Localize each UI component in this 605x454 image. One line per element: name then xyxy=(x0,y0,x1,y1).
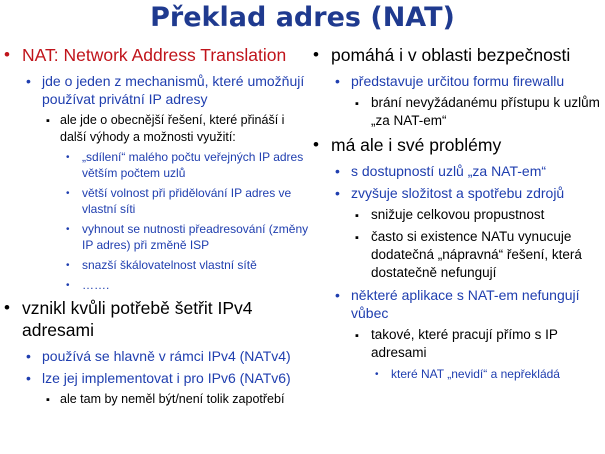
bullet: ▪ xyxy=(46,115,50,127)
slide-title: Překlad adres (NAT) xyxy=(150,2,455,33)
sub-item xyxy=(4,185,309,217)
fixes-item xyxy=(313,228,603,282)
apps-text: některé aplikace s NAT-em nefungují vůbec xyxy=(351,287,580,321)
bullet: • xyxy=(66,224,70,235)
bullet: • xyxy=(313,45,319,64)
apps-note-item xyxy=(313,326,603,362)
bullet: ▪ xyxy=(355,210,359,222)
apps-item xyxy=(313,286,603,322)
bullet: • xyxy=(26,348,31,364)
nat-heading-item xyxy=(4,44,309,66)
ipv6-text: lze jej implementovat i pro IPv6 (NATv6) xyxy=(42,370,291,386)
ipv4-text: používá se hlavně v rámci IPv4 (NATv4) xyxy=(42,348,291,364)
general-text: ale jde o obecnější řešení, které přináší i další výhody a možnosti využití: xyxy=(60,113,285,144)
sub-text: ……. xyxy=(82,278,110,292)
apps-detail-item xyxy=(313,366,603,382)
bullet: • xyxy=(375,369,379,380)
bullet: • xyxy=(26,73,31,89)
throughput-item xyxy=(313,206,603,224)
sub-text: „sdílení“ malého počtu veřejných IP adres větším počtem uzlů xyxy=(82,150,304,180)
sub-text: větší volnost při přidělování IP adres ve vlastní síti xyxy=(82,186,292,216)
bullet: • xyxy=(66,260,70,271)
fixes-text: často si existence NATu vynucuje dodatečná „nápravná“ řešení, která dostatečně nefungují xyxy=(371,229,582,280)
origin-text: vznikl kvůli potřebě šetřit IPv4 adresami xyxy=(22,298,253,340)
firewall-item xyxy=(313,72,603,90)
bullet: • xyxy=(66,188,70,199)
origin-item xyxy=(4,297,309,341)
nat-desc-item xyxy=(4,72,309,108)
bullet: • xyxy=(335,163,340,179)
left-column xyxy=(4,44,309,412)
bullet: ▪ xyxy=(46,394,50,406)
apps-note-text: takové, které pracují přímo s IP adresami xyxy=(371,327,558,360)
sub-item xyxy=(4,149,309,181)
throughput-text: snižuje celkovou propustnost xyxy=(371,207,545,222)
sub-text: snazší škálovatelnost vlastní sítě xyxy=(82,258,257,272)
security-item xyxy=(313,44,603,66)
ipv4-item xyxy=(4,347,309,365)
bullet: ▪ xyxy=(355,330,359,342)
complexity-item xyxy=(313,184,603,202)
bullet: • xyxy=(313,135,319,154)
ipv6-note-text: ale tam by neměl být/není tolik zapotřebí xyxy=(60,392,285,406)
sub-item xyxy=(4,257,309,273)
bullet: • xyxy=(4,45,10,64)
bullet: ▪ xyxy=(355,98,359,110)
security-text: pomáhá i v oblasti bezpečnosti xyxy=(331,45,571,65)
firewall-note-text: brání nevyžádanému přístupu k uzlům „za NAT-em“ xyxy=(371,95,600,128)
bullet: • xyxy=(66,152,70,163)
access-text: s dostupností uzlů „za NAT-em“ xyxy=(351,163,547,179)
apps-detail-text: které NAT „nevidí“ a nepřekládá xyxy=(391,367,560,381)
sub-item xyxy=(4,221,309,253)
bullet: • xyxy=(66,280,70,291)
problems-item xyxy=(313,134,603,156)
firewall-note-item xyxy=(313,94,603,130)
sub-text: vyhnout se nutnosti přeadresování (změny IP adres) při změně ISP xyxy=(82,222,309,252)
general-item xyxy=(4,112,309,145)
bullet: • xyxy=(4,298,10,317)
complexity-text: zvyšuje složitost a spotřebu zdrojů xyxy=(351,185,565,201)
right-column xyxy=(313,44,603,386)
bullet: • xyxy=(335,73,340,89)
nat-heading-text: NAT: Network Address Translation xyxy=(22,45,287,65)
firewall-text: představuje určitou formu firewallu xyxy=(351,73,565,89)
nat-desc-text: jde o jeden z mechanismů, které umožňují používat privátní IP adresy xyxy=(42,73,305,107)
access-item xyxy=(313,162,603,180)
bullet: ▪ xyxy=(355,232,359,244)
ipv6-item xyxy=(4,369,309,387)
bullet: • xyxy=(335,287,340,303)
sub-item xyxy=(4,277,309,293)
bullet: • xyxy=(335,185,340,201)
ipv6-note-item xyxy=(4,391,309,408)
problems-text: má ale i své problémy xyxy=(331,135,502,155)
bullet: • xyxy=(26,370,31,386)
